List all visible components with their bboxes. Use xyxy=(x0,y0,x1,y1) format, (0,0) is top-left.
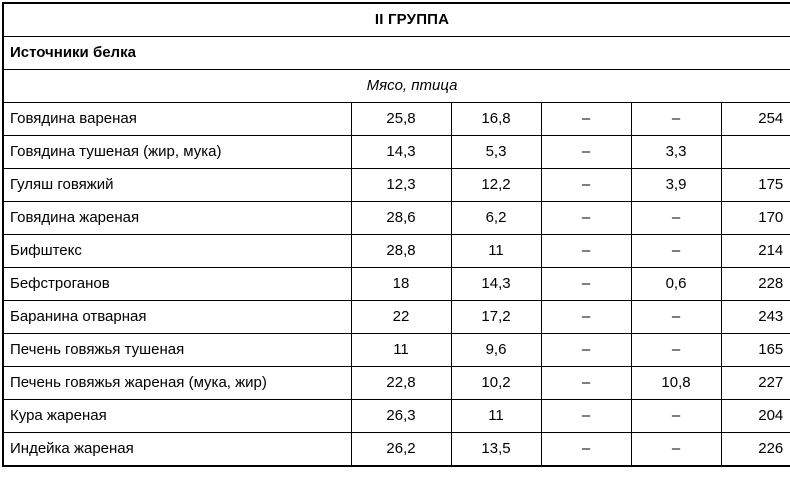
row-value-1: 25,8 xyxy=(351,103,451,136)
row-value-3: – xyxy=(541,202,631,235)
table-row xyxy=(3,433,790,467)
row-value-1: 22 xyxy=(351,301,451,334)
row-value-5: 243 xyxy=(721,301,790,334)
row-name: Гуляш говяжий xyxy=(3,169,351,202)
row-value-3: – xyxy=(541,400,631,433)
row-value-2: 6,2 xyxy=(451,202,541,235)
row-value-3: – xyxy=(541,301,631,334)
row-value-4: – xyxy=(631,235,721,268)
row-value-2: 11 xyxy=(451,235,541,268)
row-value-2: 12,2 xyxy=(451,169,541,202)
row-value-2: 13,5 xyxy=(451,433,541,467)
table-body xyxy=(3,3,790,466)
row-name: Говядина тушеная (жир, мука) xyxy=(3,136,351,169)
row-name: Бефстроганов xyxy=(3,268,351,301)
row-value-4: – xyxy=(631,433,721,467)
row-value-3: – xyxy=(541,268,631,301)
row-value-5: 254 xyxy=(721,103,790,136)
row-name: Говядина вареная xyxy=(3,103,351,136)
row-value-4: – xyxy=(631,103,721,136)
row-value-2: 11 xyxy=(451,400,541,433)
row-value-1: 28,6 xyxy=(351,202,451,235)
row-value-1: 28,8 xyxy=(351,235,451,268)
row-value-5 xyxy=(721,136,790,169)
section-header-cell: Источники белка xyxy=(3,37,790,70)
row-value-5: 226 xyxy=(721,433,790,467)
row-value-1: 12,3 xyxy=(351,169,451,202)
row-value-5: 170 xyxy=(721,202,790,235)
row-value-2: 14,3 xyxy=(451,268,541,301)
table-row xyxy=(3,268,790,301)
row-value-1: 22,8 xyxy=(351,367,451,400)
table-section-header-row xyxy=(3,37,790,70)
row-value-5: 204 xyxy=(721,400,790,433)
row-value-3: – xyxy=(541,103,631,136)
row-value-4: – xyxy=(631,202,721,235)
row-value-2: 5,3 xyxy=(451,136,541,169)
table-subsection-header-row xyxy=(3,70,790,103)
row-value-5: 165 xyxy=(721,334,790,367)
row-value-5: 175 xyxy=(721,169,790,202)
row-value-3: – xyxy=(541,136,631,169)
row-name: Печень говяжья жареная (мука, жир) xyxy=(3,367,351,400)
row-value-3: – xyxy=(541,235,631,268)
row-value-1: 14,3 xyxy=(351,136,451,169)
row-value-4: 3,3 xyxy=(631,136,721,169)
row-name: Баранина отварная xyxy=(3,301,351,334)
nutrition-table xyxy=(2,2,790,467)
row-value-1: 11 xyxy=(351,334,451,367)
row-value-4: – xyxy=(631,400,721,433)
row-value-3: – xyxy=(541,433,631,467)
row-value-5: 228 xyxy=(721,268,790,301)
table-row xyxy=(3,169,790,202)
row-value-4: – xyxy=(631,301,721,334)
group-header-cell: II ГРУППА xyxy=(3,3,790,37)
row-value-3: – xyxy=(541,367,631,400)
table-row xyxy=(3,301,790,334)
row-value-4: 3,9 xyxy=(631,169,721,202)
row-value-1: 18 xyxy=(351,268,451,301)
row-name: Индейка жареная xyxy=(3,433,351,467)
row-value-5: 214 xyxy=(721,235,790,268)
row-value-4: – xyxy=(631,334,721,367)
table-row xyxy=(3,103,790,136)
row-value-1: 26,3 xyxy=(351,400,451,433)
subsection-header-cell: Мясо, птица xyxy=(3,70,790,103)
table-row xyxy=(3,334,790,367)
row-value-3: – xyxy=(541,169,631,202)
row-name: Бифштекс xyxy=(3,235,351,268)
table-row xyxy=(3,367,790,400)
row-value-3: – xyxy=(541,334,631,367)
row-name: Говядина жареная xyxy=(3,202,351,235)
table-row xyxy=(3,235,790,268)
row-value-2: 16,8 xyxy=(451,103,541,136)
row-value-2: 9,6 xyxy=(451,334,541,367)
table-row xyxy=(3,202,790,235)
row-value-4: 10,8 xyxy=(631,367,721,400)
row-value-4: 0,6 xyxy=(631,268,721,301)
row-name: Кура жареная xyxy=(3,400,351,433)
table-group-header-row xyxy=(3,3,790,37)
row-name: Печень говяжья тушеная xyxy=(3,334,351,367)
row-value-5: 227 xyxy=(721,367,790,400)
table-row xyxy=(3,400,790,433)
row-value-1: 26,2 xyxy=(351,433,451,467)
row-value-2: 10,2 xyxy=(451,367,541,400)
table-row xyxy=(3,136,790,169)
row-value-2: 17,2 xyxy=(451,301,541,334)
